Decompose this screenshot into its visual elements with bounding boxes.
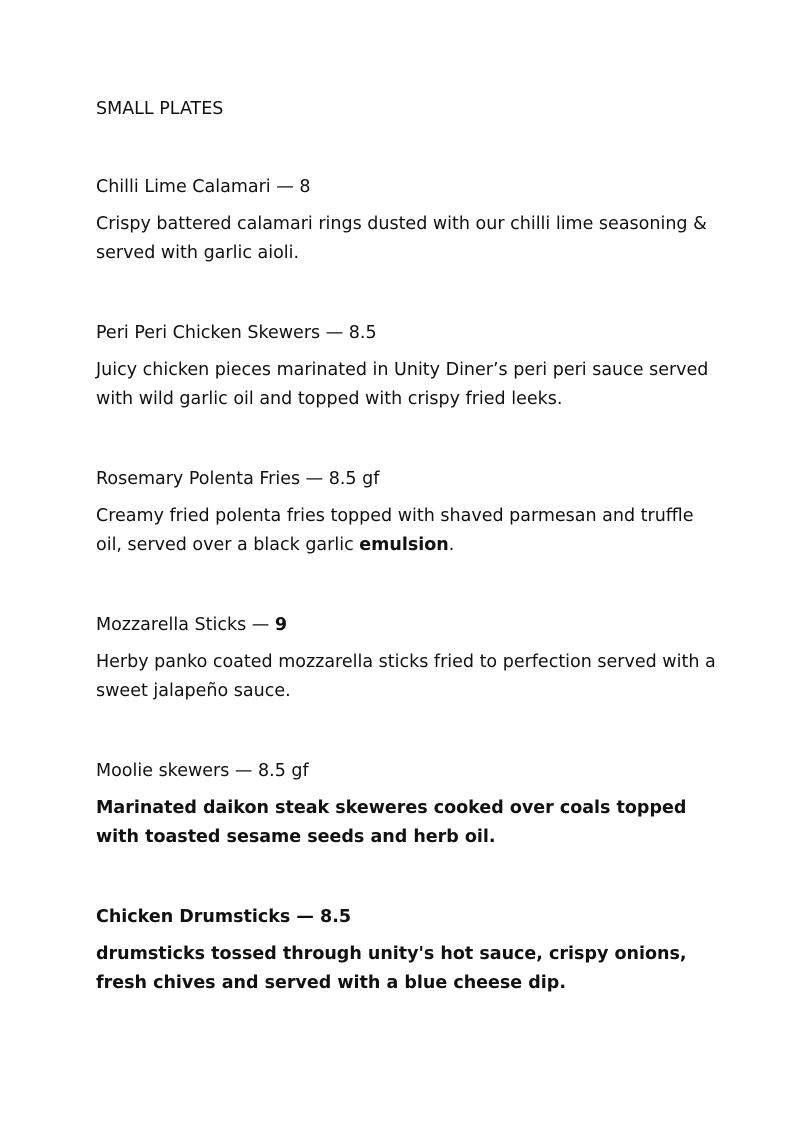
item-description-end: . xyxy=(448,535,455,555)
item-price: 8.5 xyxy=(348,323,377,343)
item-price: 9 xyxy=(274,615,288,635)
menu-item-chicken-drumsticks xyxy=(96,905,716,998)
section-title: SMALL PLATES xyxy=(96,99,224,119)
menu-item-mozzarella-sticks xyxy=(96,613,716,706)
item-title xyxy=(96,613,716,637)
item-title xyxy=(96,467,716,491)
item-title xyxy=(96,905,716,929)
item-name: Moolie skewers xyxy=(96,761,230,781)
item-name: Chicken Drumsticks xyxy=(96,907,291,927)
item-price: 8.5 gf xyxy=(328,469,380,489)
item-name: Chilli Lime Calamari xyxy=(96,177,271,197)
item-separator: — xyxy=(229,761,258,781)
item-description: Marinated daikon steak skeweres cooked over coals topped with toasted sesame seeds and herb oil. xyxy=(96,798,687,847)
item-name: Mozzarella Sticks xyxy=(96,615,247,635)
menu-item-peri-peri-chicken-skewers xyxy=(96,321,716,414)
item-separator: — xyxy=(246,615,275,635)
item-description xyxy=(96,502,716,560)
menu-item-chilli-lime-calamari xyxy=(96,175,716,268)
item-separator: — xyxy=(290,907,321,927)
item-description: drumsticks tossed through unity's hot sauce, crispy onions, fresh chives and served with a blue cheese dip. xyxy=(96,944,687,993)
item-price: 8.5 xyxy=(320,907,352,927)
item-separator: — xyxy=(270,177,300,197)
item-title xyxy=(96,321,716,345)
item-description: Juicy chicken pieces marinated in Unity Diner’s peri peri sauce served with wild garlic oil and topped with crispy fried leeks. xyxy=(96,360,709,409)
item-title xyxy=(96,759,716,783)
item-price: 8.5 gf xyxy=(258,761,309,781)
item-price: 8 xyxy=(299,177,311,197)
item-name: Peri Peri Chicken Skewers xyxy=(96,323,321,343)
item-name: Rosemary Polenta Fries xyxy=(96,469,301,489)
item-title xyxy=(96,175,716,199)
item-separator: — xyxy=(320,323,349,343)
menu-page xyxy=(96,97,716,998)
menu-item-rosemary-polenta-fries xyxy=(96,467,716,560)
item-description-main: Creamy fried polenta fries topped with shaved parmesan and truffle oil, served over a black garlic xyxy=(96,506,694,555)
item-description: Crispy battered calamari rings dusted with our chilli lime seasoning & served with garlic aioli. xyxy=(96,214,707,263)
menu-item-moolie-skewers xyxy=(96,759,716,852)
item-description: Herby panko coated mozzarella sticks fried to perfection served with a sweet jalapeño sauce. xyxy=(96,652,716,701)
item-separator: — xyxy=(300,469,329,489)
item-description-emphasis: emulsion xyxy=(359,535,449,555)
